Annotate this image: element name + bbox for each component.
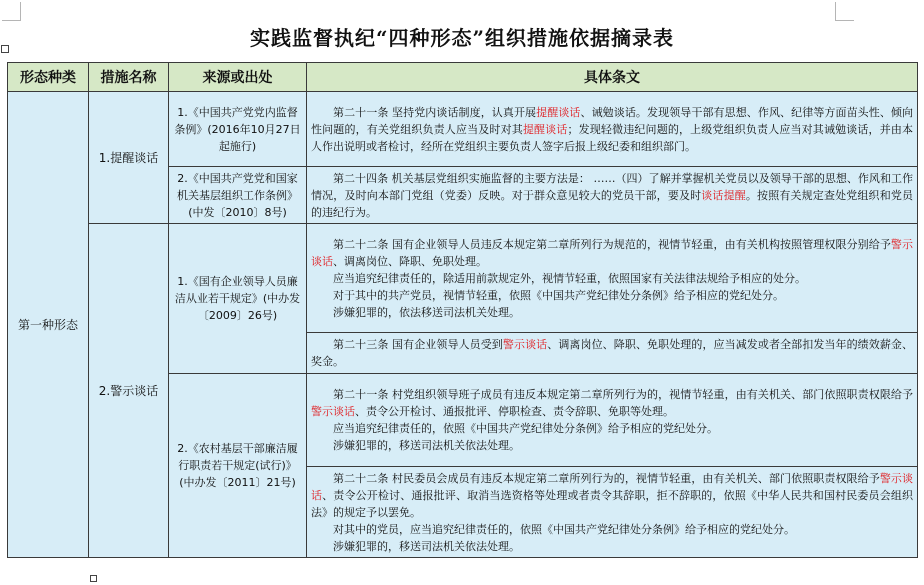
header-measure: 措施名称 <box>89 63 169 92</box>
article-paragraph: 对其中的党员，应当追究纪律责任的，依照《中国共产党纪律处分条例》给予相应的党纪处分。 <box>333 522 795 536</box>
article-paragraph: 对于其中的共产党员，视情节轻重，依照《中国共产党纪律处分条例》给予相应的党纪处分。 <box>333 288 784 302</box>
article-paragraph: 涉嫌犯罪的，依法移送司法机关处理。 <box>333 305 520 319</box>
article-cell <box>307 333 918 374</box>
source-cell: 2.《农村基层干部廉洁履行职责若干规定(试行)》(中办发〔2011〕21号) <box>169 374 307 558</box>
table-row <box>8 224 918 333</box>
article-paragraph: 第二十一条 坚持党内谈话制度，认真开展提醒谈话、诫勉谈话。发现领导干部有思想、作风、纪律等方面苗头性、倾向性问题的，有关党组织负责人应当及时对其提醒谈话；发现轻微违纪问题的，上级党组织负责人应当对其诫勉谈话，并由本人作出说明或者检讨，经所在党组织主要负责人签字后报上级纪委和组织部门。 <box>311 105 914 153</box>
article-paragraph: 应当追究纪律责任的，依照《中国共产党纪律处分条例》给予相应的党纪处分。 <box>333 422 718 435</box>
document-title: 实践监督执纪“四种形态”组织措施依据摘录表 <box>249 26 674 50</box>
article-paragraph: 第二十二条 村民委员会成员有违反本规定第二章所列行为的，视情节轻重，由有关机关、部门依照职责权限给予警示谈话、责令公开检讨、通报批评、取消当选资格等处理或者责令其辞职，拒不辞职的，依照《中华人民共和国村民委员会组织法》的规定予以罢免。 <box>311 471 914 519</box>
article-paragraph: 第二十二条 国有企业领导人员违反本规定第二章所列行为规范的，视情节轻重，由有关机构按照管理权限分别给予警示谈话、调离岗位、降职、免职处理。 <box>311 237 913 268</box>
source-cell: 2.《中国共产党党和国家机关基层组织工作条例》(中发〔2010〕8号) <box>169 167 307 224</box>
article-cell <box>307 167 918 224</box>
article-cell <box>307 467 918 558</box>
category-cell: 第一种形态 <box>8 92 89 558</box>
article-cell <box>307 224 918 333</box>
paragraph-end-mark <box>90 575 97 582</box>
article-cell <box>307 92 918 167</box>
page-corner-mark <box>2 2 21 21</box>
article-paragraph: 应当追究纪律责任的，除适用前款规定外，视情节轻重，依照国家有关法律法规给予相应的处分。 <box>333 271 806 285</box>
article-paragraph: 第二十四条 机关基层党组织实施监督的主要方法是： ……（四）了解并掌握机关党员以及领导干部的思想、作风和工作情况，及时向本部门党组（党委）反映。对于群众意见较大的党员干部，要及时谈话提醒。按照有关规定查处党组织和党员的违纪行为。 <box>311 171 914 219</box>
article-paragraph: 第二十一条 村党组织领导班子成员有违反本规定第二章所列行为的，视情节轻重，由有关机关、部门依照职责权限给予警示谈话、责令公开检讨、通报批评、停职检查、责令辞职、免职等处理。 <box>311 388 913 418</box>
header-articles: 具体条文 <box>307 63 918 92</box>
measures-table <box>7 62 918 558</box>
header-source: 来源或出处 <box>169 63 307 92</box>
table-row <box>8 92 918 167</box>
table-header-row <box>8 63 918 92</box>
source-cell: 1.《中国共产党党内监督条例》(2016年10月27日起施行) <box>169 92 307 167</box>
measure-cell: 1.提醒谈话 <box>89 92 169 224</box>
page-corner-mark <box>835 2 854 21</box>
source-cell: 1.《国有企业领导人员廉洁从业若干规定》(中办发〔2009〕26号) <box>169 224 307 374</box>
header-category: 形态种类 <box>8 63 89 92</box>
article-cell <box>307 374 918 467</box>
article-paragraph: 涉嫌犯罪的，移送司法机关依法处理。 <box>333 439 520 452</box>
article-paragraph: 第二十三条 国有企业领导人员受到警示谈话、调离岗位、降职、免职处理的，应当减发或者全部扣发当年的绩效薪金、奖金。 <box>311 338 914 368</box>
article-paragraph: 涉嫌犯罪的，移送司法机关依法处理。 <box>333 539 520 553</box>
measure-cell: 2.警示谈话 <box>89 224 169 558</box>
